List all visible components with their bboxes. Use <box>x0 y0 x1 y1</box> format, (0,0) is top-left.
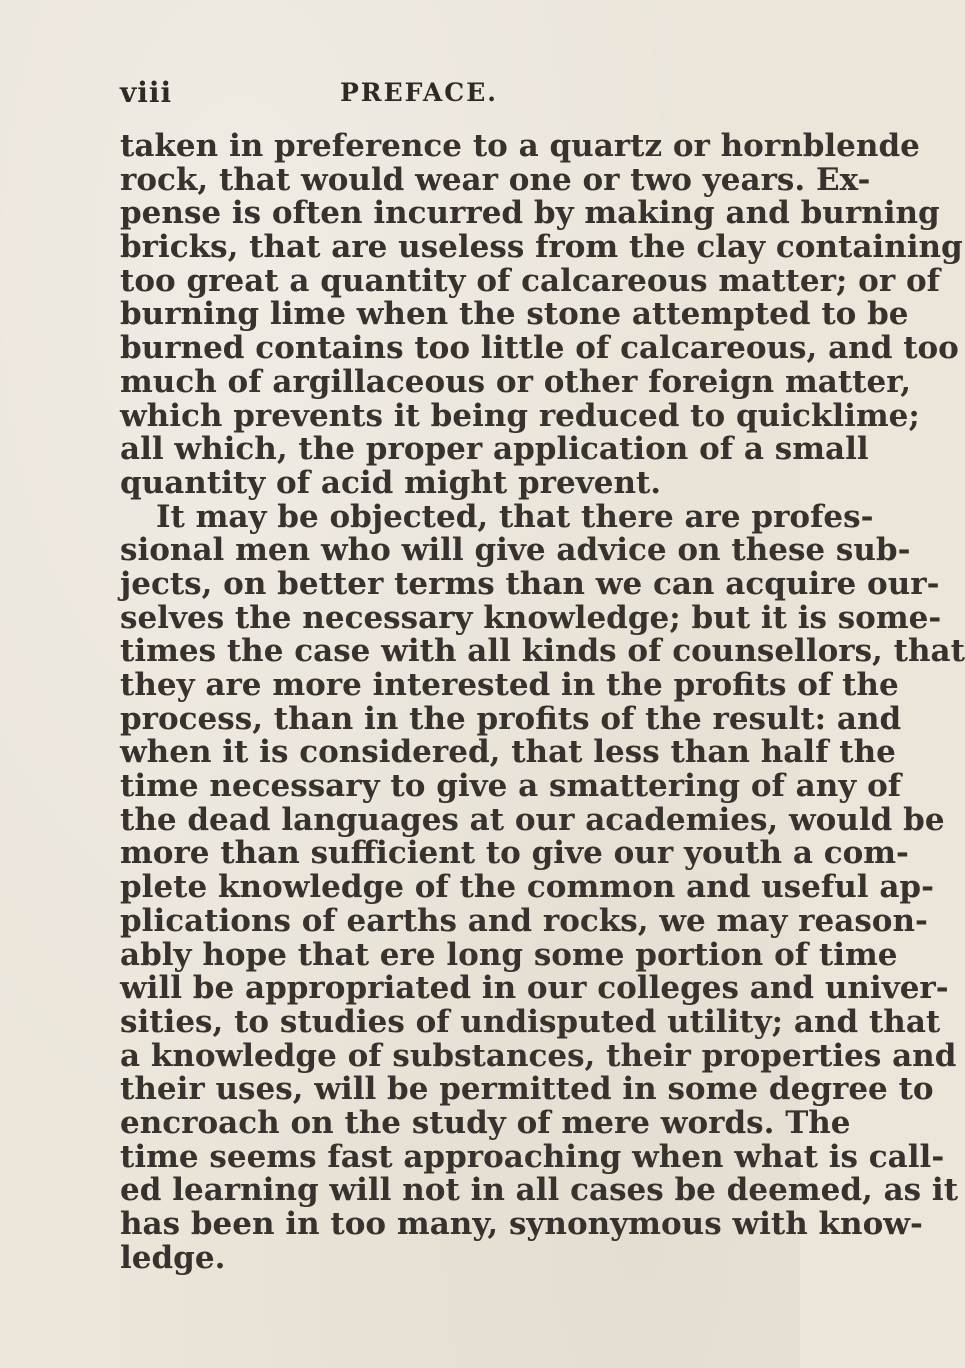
text-line: all which, the proper application of a small <box>120 431 869 468</box>
text-line: plications of earths and rocks, we may reason- <box>120 902 928 939</box>
text-line: bricks, that are useless from the clay containing <box>120 229 963 266</box>
page-header <box>120 70 740 110</box>
text-line: encroach on the study of mere words. The <box>120 1104 851 1141</box>
text-line: times the case with all kinds of counsellors, that <box>120 633 965 670</box>
text-line: ably hope that ere long some portion of time <box>120 936 898 973</box>
body-text <box>120 128 965 1276</box>
text-line: time necessary to give a smattering of any of <box>120 768 902 805</box>
text-line: when it is considered, that less than half the <box>120 734 896 771</box>
text-line: taken in preference to a quartz or hornblende <box>120 128 920 164</box>
text-line: more than sufficient to give our youth a com- <box>120 835 909 872</box>
text-line: a knowledge of substances, their properties and <box>120 1037 957 1074</box>
text-line: burning lime when the stone attempted to be <box>120 296 909 333</box>
text-line: ed learning will not in all cases be deemed, as it <box>120 1172 959 1209</box>
text-line: will be appropriated in our colleges and univer- <box>120 970 949 1007</box>
text-line: which prevents it being reduced to quicklime; <box>120 397 920 434</box>
text-line: their uses, will be permitted in some degree to <box>120 1071 934 1108</box>
running-head: PREFACE. <box>340 78 498 107</box>
text-line: ledge. <box>120 1239 226 1276</box>
text-line: time seems fast approaching when what is call- <box>120 1138 945 1175</box>
text-line: sities, to studies of undisputed utility; and that <box>120 1003 941 1040</box>
text-line: has been in too many, synonymous with know- <box>120 1206 923 1242</box>
text-line: process, than in the profits of the result: and <box>120 700 902 737</box>
text-line: selves the necessary knowledge; but it is some- <box>120 599 942 636</box>
text-line: burned contains too little of calcareous, and too <box>120 330 959 367</box>
text-line: jects, on better terms than we can acquire our- <box>120 565 940 602</box>
text-line: they are more interested in the profits of the <box>120 667 899 703</box>
text-line: the dead languages at our academies, would be <box>120 801 945 838</box>
text-line: pense is often incurred by making and burning <box>120 195 940 232</box>
text-line: much of argillaceous or other foreign matter, <box>120 363 912 400</box>
text-line: sional men who will give advice on these sub- <box>120 532 911 569</box>
page-number: viii <box>120 76 173 109</box>
text-line: plete knowledge of the common and useful ap- <box>120 869 934 906</box>
paragraph-2 <box>120 498 965 1276</box>
paragraph-1 <box>120 128 963 501</box>
text-line: quantity of acid might prevent. <box>120 464 662 501</box>
text-line: It may be objected, that there are profes- <box>156 498 874 535</box>
text-line: too great a quantity of calcareous matter; or of <box>120 262 940 299</box>
text-line: rock, that would wear one or two years. Ex- <box>120 161 871 198</box>
